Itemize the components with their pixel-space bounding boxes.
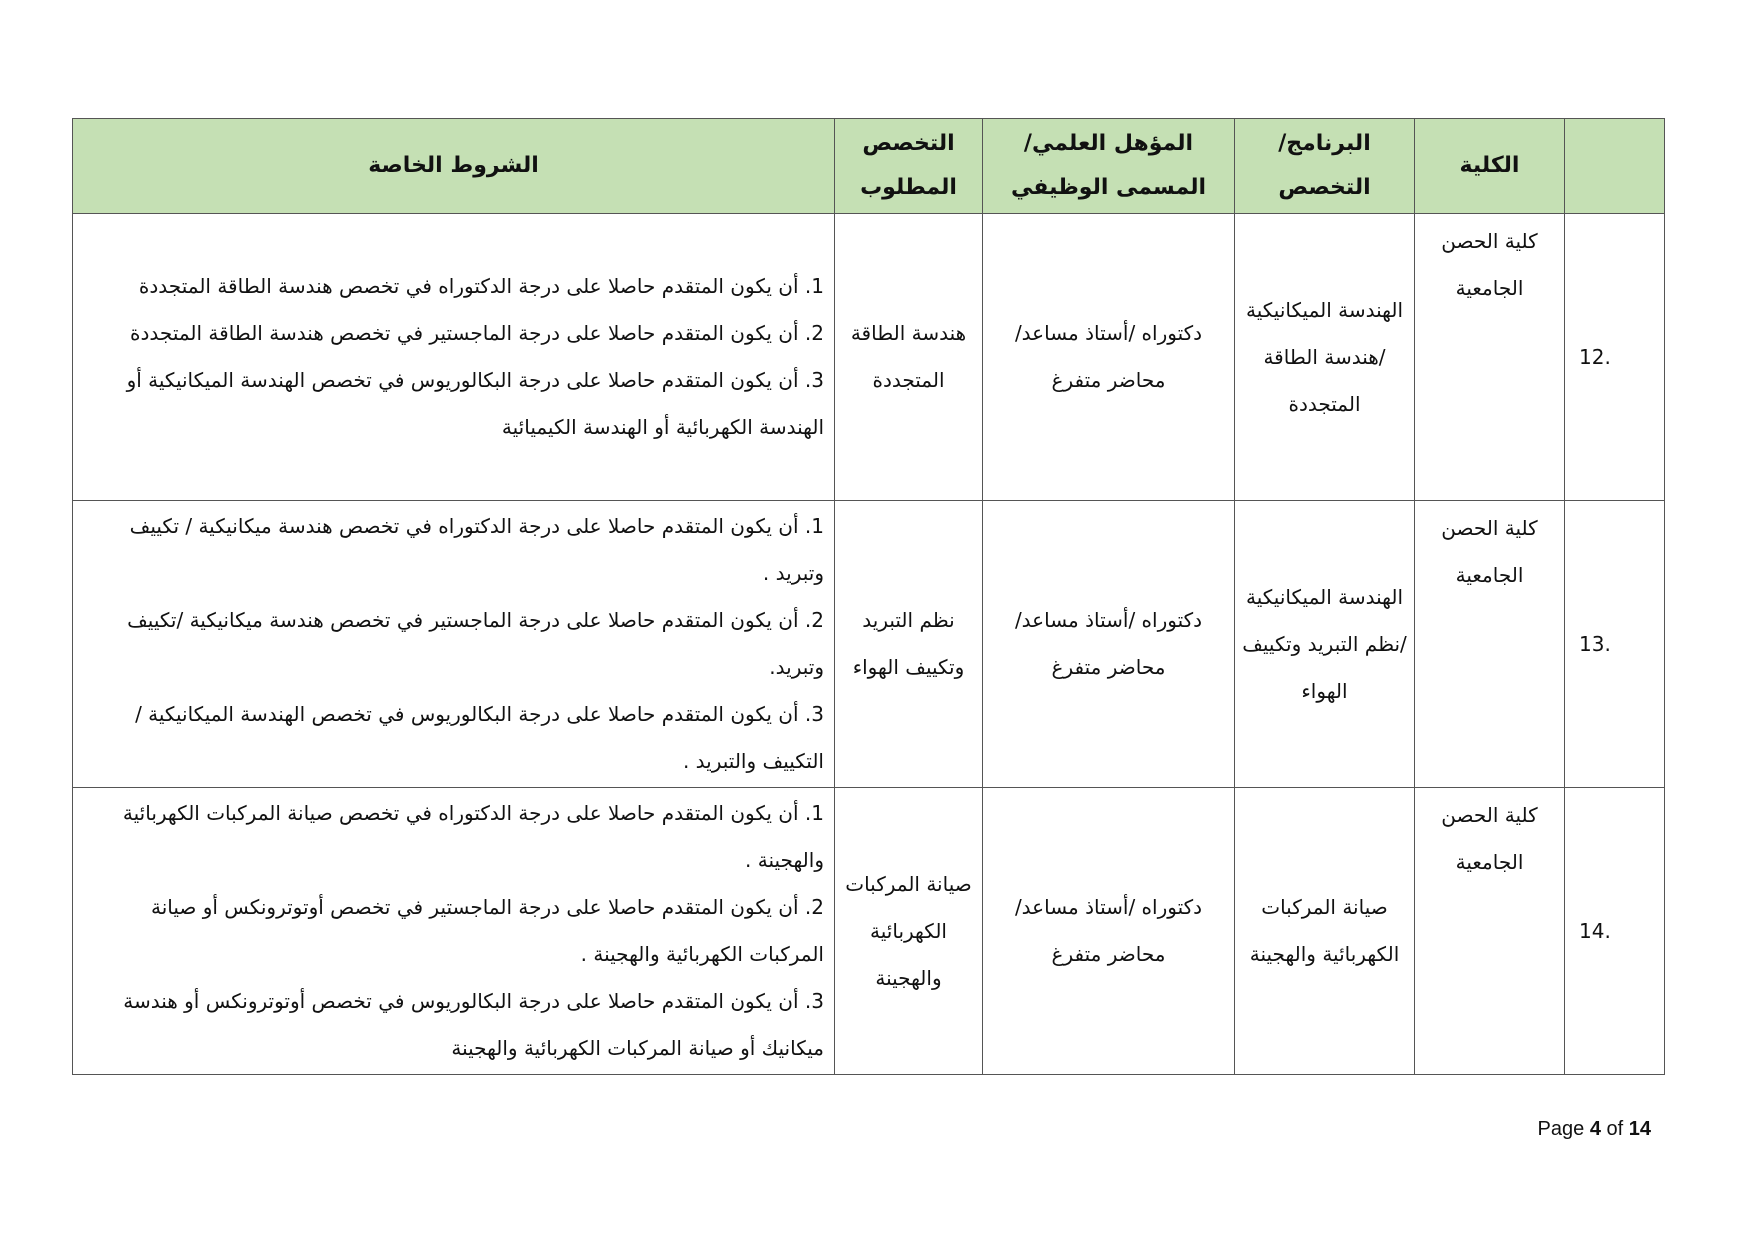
condition-item: 3. أن يكون المتقدم حاصلا على درجة البكالوريوس في تخصص الهندسة الميكانيكية أو الهندسة الكهربائية أو الهندسة الكيميائية — [126, 368, 824, 439]
current-page-number: 4 — [1589, 1118, 1601, 1140]
condition-item: 1. أن يكون المتقدم حاصلا على درجة الدكتوراه في تخصص هندسة الطاقة المتجددة — [138, 274, 824, 298]
header-qualification: المؤهل العلمي/المسمى الوظيفي — [983, 119, 1235, 214]
row-college: كلية الحصن الجامعية — [1415, 788, 1565, 1075]
row-number: 14. — [1565, 788, 1665, 1075]
table-row — [73, 788, 1665, 1075]
page-footer — [1538, 1118, 1651, 1141]
row-conditions — [73, 788, 835, 1075]
condition-item: 2. أن يكون المتقدم حاصلا على درجة الماجستير في تخصص أوتوترونكس أو صيانة المركبات الكهربائية والهجينة . — [150, 895, 824, 966]
table-row — [73, 214, 1665, 501]
header-conditions: الشروط الخاصة — [73, 119, 835, 214]
row-program: الهندسة الميكانيكية /نظم التبريد وتكييف الهواء — [1235, 501, 1415, 788]
condition-item: 2. أن يكون المتقدم حاصلا على درجة الماجستير في تخصص هندسة الطاقة المتجددة — [130, 321, 824, 345]
positions-table — [72, 118, 1665, 1075]
row-number: 12. — [1565, 214, 1665, 501]
header-number — [1565, 119, 1665, 214]
header-program: البرنامج/ التخصص — [1235, 119, 1415, 214]
row-qualification: دكتوراه /أستاذ مساعد/محاضر متفرغ — [983, 214, 1235, 501]
condition-item: 3. أن يكون المتقدم حاصلا على درجة البكالوريوس في تخصص أوتوترونكس أو هندسة ميكانيك أو صيانة المركبات الكهربائية والهجينة — [123, 989, 824, 1060]
row-program: الهندسة الميكانيكية /هندسة الطاقة المتجددة — [1235, 214, 1415, 501]
row-conditions — [73, 501, 835, 788]
row-number: 13. — [1565, 501, 1665, 788]
row-qualification: دكتوراه /أستاذ مساعد/محاضر متفرغ — [983, 788, 1235, 1075]
table-row — [73, 501, 1665, 788]
row-conditions — [73, 214, 835, 501]
page-label: Page — [1537, 1118, 1585, 1140]
row-qualification: دكتوراه /أستاذ مساعد/محاضر متفرغ — [983, 501, 1235, 788]
condition-item: 1. أن يكون المتقدم حاصلا على درجة الدكتوراه في تخصص هندسة ميكانيكية / تكييف وتبريد . — [129, 514, 824, 585]
row-college: كلية الحصن الجامعية — [1415, 501, 1565, 788]
condition-item: 2. أن يكون المتقدم حاصلا على درجة الماجستير في تخصص هندسة ميكانيكية /تكييف وتبريد. — [127, 608, 824, 679]
total-pages-number: 14 — [1628, 1118, 1651, 1140]
header-college: الكلية — [1415, 119, 1565, 214]
row-college: كلية الحصن الجامعية — [1415, 214, 1565, 501]
row-specialization: نظم التبريد وتكييف الهواء — [835, 501, 983, 788]
row-program: صيانة المركبات الكهربائية والهجينة — [1235, 788, 1415, 1075]
header-specialization: التخصص المطلوب — [835, 119, 983, 214]
row-specialization: صيانة المركبات الكهربائية والهجينة — [835, 788, 983, 1075]
row-specialization: هندسة الطاقة المتجددة — [835, 214, 983, 501]
condition-item: 3. أن يكون المتقدم حاصلا على درجة البكالوريوس في تخصص الهندسة الميكانيكية /التكييف والتبريد . — [135, 702, 824, 773]
condition-item: 1. أن يكون المتقدم حاصلا على درجة الدكتوراه في تخصص صيانة المركبات الكهربائية والهجينة . — [122, 801, 824, 872]
table-header-row — [73, 119, 1665, 214]
of-label: of — [1606, 1118, 1624, 1140]
